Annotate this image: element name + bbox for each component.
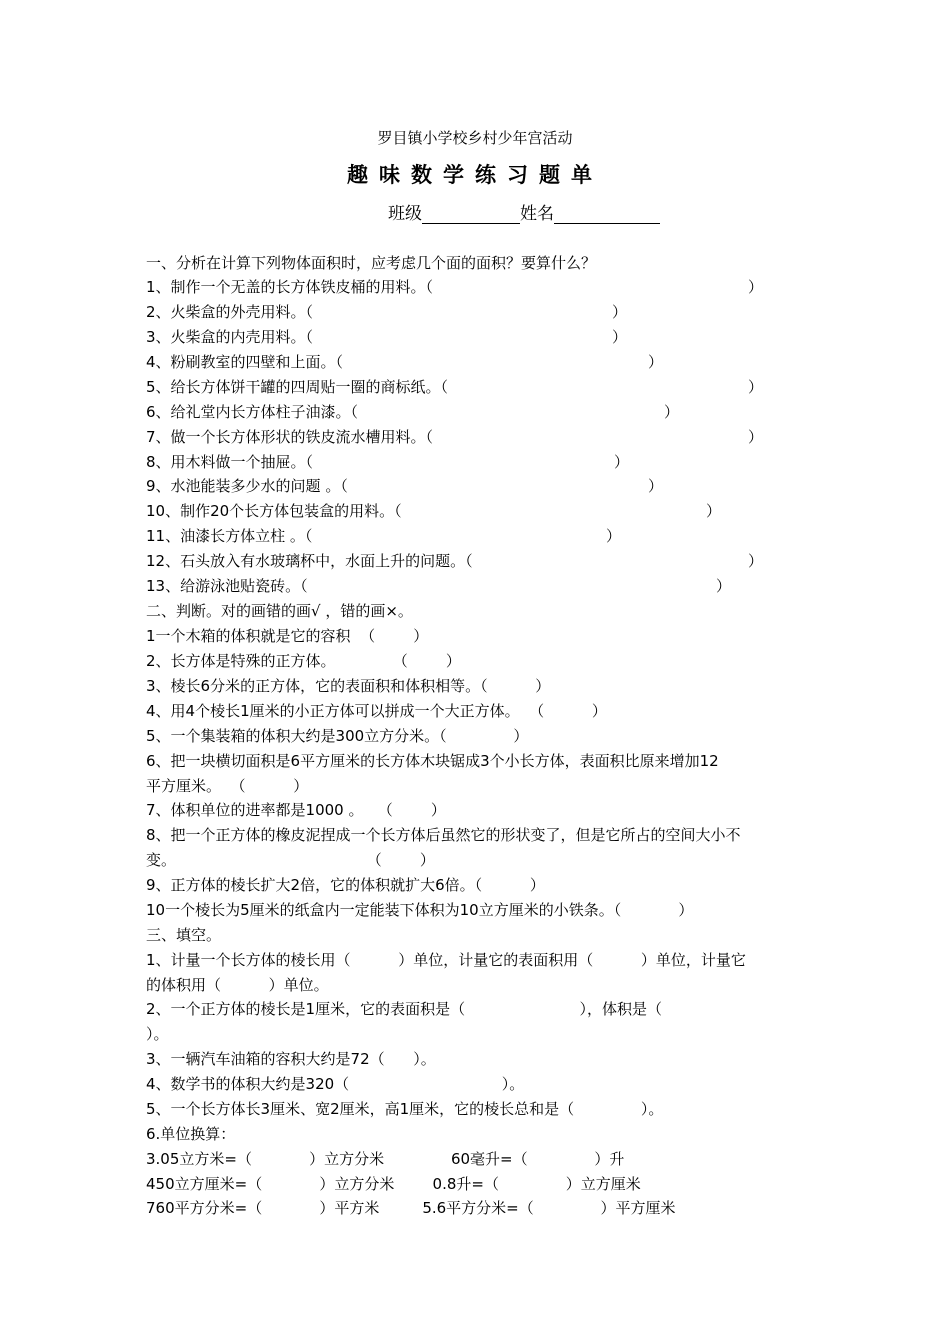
class-name-row xyxy=(388,204,660,224)
s1-close-7: ） xyxy=(748,428,764,446)
s2-item-1: 1一个木箱的体积就是它的容积 （ ） xyxy=(146,627,429,645)
s1-close-9: ） xyxy=(648,477,664,495)
school-name: 罗目镇小学校乡村少年宫活动 xyxy=(377,129,573,147)
s2-item-10: 10一个棱长为5厘米的纸盒内一定能装下体积为10立方厘米的小铁条。（ ） xyxy=(146,901,694,919)
s2-item-3: 3、棱长6分米的正方体，它的表面积和体积相等。（ ） xyxy=(146,677,551,695)
class-label: 班级 xyxy=(388,204,422,224)
s1-item-7: 7、做一个长方体形状的铁皮流水槽用料。（ xyxy=(146,428,434,446)
s2-item-8: 8、把一个正方体的橡皮泥捏成一个长方体后虽然它的形状变了，但是它所占的空间大小不 xyxy=(146,826,741,844)
s1-close-10: ） xyxy=(706,502,722,520)
s1-item-1: 1、制作一个无盖的长方体铁皮桶的用料。（ xyxy=(146,278,434,296)
name-blank[interactable] xyxy=(554,207,660,224)
s1-close-1: ） xyxy=(748,278,764,296)
s3-conversion-row-3: 760平方分米=（ ）平方米 5.6平方分米=（ ）平方厘米 xyxy=(146,1199,676,1217)
s1-close-8: ） xyxy=(614,453,630,471)
section-1-heading: 一、分析在计算下列物体面积时，应考虑几个面的面积？要算什么？ xyxy=(146,254,597,272)
s2-item-6-cont: 平方厘米。 （ ） xyxy=(146,777,309,795)
s1-item-4: 4、粉刷教室的四壁和上面。（ xyxy=(146,353,344,371)
s3-conversion-row-2: 450立方厘米=（ ）立方分米 0.8升=（ ）立方厘米 xyxy=(146,1175,641,1193)
page-title: 趣味数学练习题单 xyxy=(347,163,603,187)
s3-item-4: 4、数学书的体积大约是320（ ）。 xyxy=(146,1075,525,1093)
s1-close-12: ） xyxy=(748,552,764,570)
s1-close-11: ） xyxy=(606,527,622,545)
s1-item-12: 12、石头放入有水玻璃杯中，水面上升的问题。（ xyxy=(146,552,473,570)
s1-item-2: 2、火柴盒的外壳用料。（ xyxy=(146,303,314,321)
s1-item-10: 10、制作20个长方体包装盒的用料。（ xyxy=(146,502,402,520)
s3-item-2-cont: ）。 xyxy=(146,1025,169,1043)
s1-item-6: 6、给礼堂内长方体柱子油漆。（ xyxy=(146,403,359,421)
section-2-heading: 二、判断。对的画错的画√ ，错的画×。 xyxy=(146,602,413,620)
s3-item-1-cont: 的体积用（ ）单位。 xyxy=(146,976,329,994)
s1-item-13: 13、给游泳池贴瓷砖。（ xyxy=(146,577,308,595)
s1-item-3: 3、火柴盒的内壳用料。（ xyxy=(146,328,314,346)
s1-item-9: 9、水池能装多少水的问题 。（ xyxy=(146,477,348,495)
s2-item-7: 7、体积单位的进率都是1000 。 （ ） xyxy=(146,801,446,819)
s1-item-8: 8、用木料做一个抽屉。（ xyxy=(146,453,314,471)
s1-close-4: ） xyxy=(648,353,664,371)
s2-item-9: 9、正方体的棱长扩大2倍，它的体积就扩大6倍。（ ） xyxy=(146,876,545,894)
s2-item-4: 4、用4个棱长1厘米的小正方体可以拼成一个大正方体。 （ ） xyxy=(146,702,607,720)
s2-item-5: 5、一个集装箱的体积大约是300立方分米。（ ） xyxy=(146,727,529,745)
s1-close-13: ） xyxy=(716,577,732,595)
s2-item-8-cont: 变。 （ ） xyxy=(146,851,435,869)
s1-item-11: 11、油漆长方体立柱 。（ xyxy=(146,527,313,545)
s1-close-3: ） xyxy=(612,328,628,346)
s1-close-6: ） xyxy=(664,403,680,421)
s3-item-6-heading: 6.单位换算： xyxy=(146,1125,236,1143)
section-3-heading: 三、填空。 xyxy=(146,926,222,944)
s1-close-5: ） xyxy=(748,378,764,396)
s2-item-6: 6、把一块横切面积是6平方厘米的长方体木块锯成3个小长方体，表面积比原来增加12 xyxy=(146,752,719,770)
s3-item-3: 3、一辆汽车油箱的容积大约是72（ ）。 xyxy=(146,1050,436,1068)
s1-close-2: ） xyxy=(612,303,628,321)
s2-item-2: 2、长方体是特殊的正方体。 （ ） xyxy=(146,652,461,670)
s3-item-1: 1、计量一个长方体的棱长用（ ）单位，计量它的表面积用（ ）单位，计量它 xyxy=(146,951,746,969)
s1-item-5: 5、给长方体饼干罐的四周贴一圈的商标纸。（ xyxy=(146,378,449,396)
name-label: 姓名 xyxy=(520,204,554,224)
class-blank[interactable] xyxy=(422,207,520,224)
s3-conversion-row-1: 3.05立方米=（ ）立方分米 60毫升=（ ）升 xyxy=(146,1150,625,1168)
s3-item-5: 5、一个长方体长3厘米、宽2厘米，高1厘米，它的棱长总和是（ ）。 xyxy=(146,1100,664,1118)
s3-item-2: 2、一个正方体的棱长是1厘米，它的表面积是（ ），体积是（ xyxy=(146,1000,663,1018)
